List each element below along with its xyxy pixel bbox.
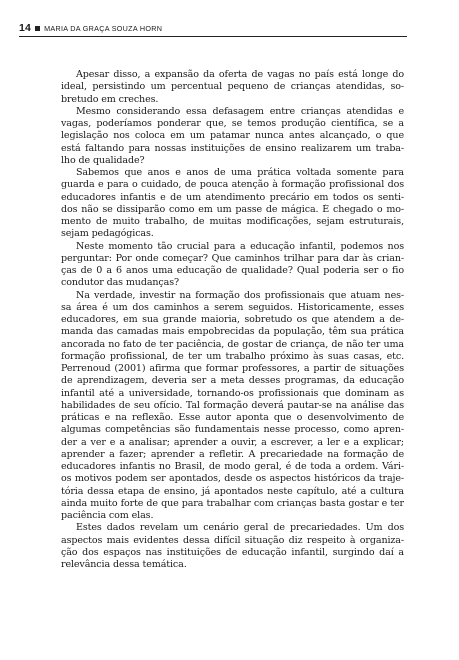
text-line: está faltando para nossas instituições de ensino realizarem um traba- [61,142,404,154]
text-line: formação profissional, de ter um trabalho próximo às suas casas, etc. [61,350,404,362]
text-line: der a ver e a analisar; aprender a ouvir, a escrever, a ler e a explicar; [61,436,404,448]
text-line: habilidades de seu ofício. Tal formação deverá pautar-se na análise das [61,399,404,411]
text-line: infantil até a universidade, tornando-os profissionais que dominam as [61,387,404,399]
page-number: 14 [19,22,32,34]
text-line: Na verdade, investir na formação dos profissionais que atuam nes- [76,289,404,301]
text-line: lho de qualidade? [61,154,145,166]
text-line: ção dos espaços nas instituições de educação infantil, surgindo daí a [61,546,404,558]
text-line: ideal, persistindo um percentual pequeno de crianças atendidas, so- [61,81,404,93]
text-line: aspectos mais evidentes dessa difícil situação diz respeito à organiza- [61,534,404,546]
text-line: educadores, em sua grande maioria, sobretudo os que atendem a de- [61,314,404,325]
paragraph [61,241,404,290]
text-line: Neste momento tão crucial para a educação infantil, podemos nos [76,240,404,252]
paragraph [61,167,404,241]
text-line: guarda e para o cuidado, de pouca atenção à formação profissional dos [61,179,404,191]
text-line: manda das camadas mais empobrecidas da população, têm sua prática [61,326,404,338]
paragraph [61,522,404,571]
text-line: vagas, poderíamos ponderar que, se temos produção científica, se a [61,118,404,129]
text-line: tória dessa etapa de ensino, já apontados neste capítulo, até a cultura [61,485,404,497]
text-line: ainda muito forte de que para trabalhar com crianças basta gostar e ter [61,497,404,509]
text-line: educadores infantis e de um atendimento precário em todos os senti- [61,191,404,203]
text-line: sa área é um dos caminhos a serem seguidos. Historicamente, esses [61,301,404,313]
text-line: ancorada no fato de ter paciência, de gostar de criança, de não ter uma [61,338,404,350]
text-line: os motivos podem ser apontados, desde os aspectos históricos da traje- [61,473,404,485]
body-text [61,69,404,571]
text-line: Perrenoud (2001) afirma que formar professores, a partir de situações [61,363,404,374]
text-line: Apesar disso, a expansão da oferta de vagas no país está longe do [76,69,404,80]
running-head-author: MARIA DA GRAÇA SOUZA HORN [44,23,163,33]
text-line: paciência com elas. [61,510,154,521]
square-bullet-icon [35,26,40,31]
text-line: Sabemos que anos e anos de uma prática voltada somente para [76,167,404,178]
paragraph [61,69,404,106]
text-line: Mesmo considerando essa defasagem entre crianças atendidas e [76,105,404,117]
text-line: mento de muito trabalho, de muitas modificações, sejam estruturais, [61,216,404,227]
text-line: sejam pedagógicas. [61,228,154,240]
text-line: legislação nos coloca em um patamar nunca antes alcançado, o que [61,130,404,142]
text-line: relevância dessa temática. [61,559,187,570]
paragraph [61,290,404,523]
text-line: algumas competências são fundamentais nesse processo, como apren- [61,424,404,436]
paragraph [61,106,404,167]
text-line: aprender a fazer; aprender a refletir. A precariedade na formação de [61,448,404,460]
text-line: dos não se dissiparão como em um passe de mágica. É chegado o mo- [61,203,404,215]
text-line: bretudo em creches. [61,93,159,105]
text-line: de aprendizagem, deveria ser a meta desses programas, da educação [61,375,404,387]
text-line: condutor das mudanças? [61,277,179,289]
text-line: educadores infantis no Brasil, de modo geral, é de toda a ordem. Vári- [61,461,404,472]
text-line: perguntar: Por onde começar? Que caminhos trilhar para dar às crian- [61,252,404,264]
text-line: Estes dados revelam um cenário geral de precariedades. Um dos [76,522,404,534]
text-line: ças de 0 a 6 anos uma educação de qualidade? Qual poderia ser o fio [61,265,404,276]
page-header [19,22,407,37]
text-line: práticas e na reflexão. Esse autor aponta que o desenvolvimento de [61,412,404,423]
